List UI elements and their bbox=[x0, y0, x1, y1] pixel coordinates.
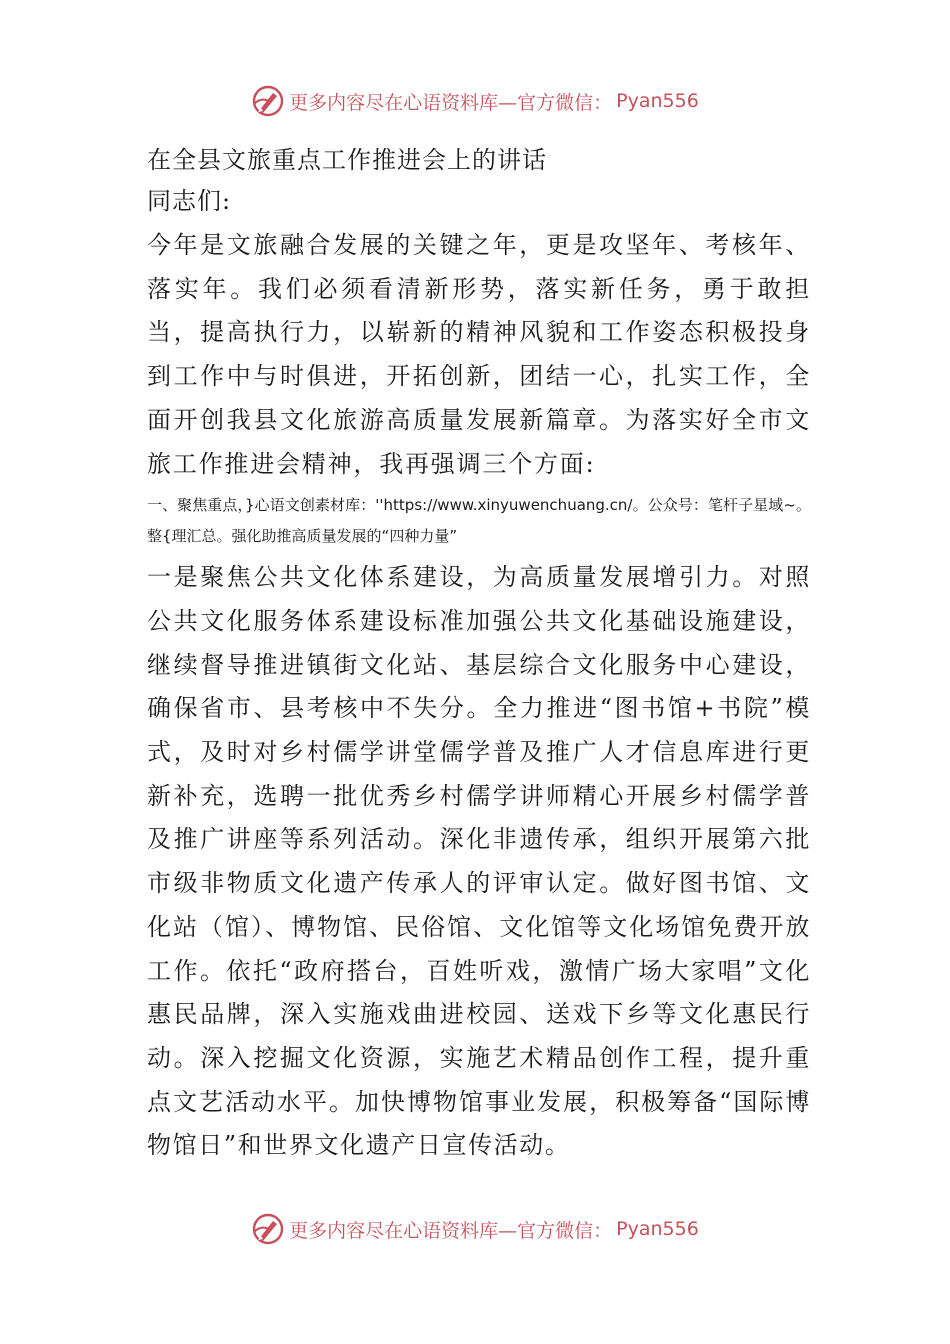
intro-paragraph: 今年是文旅融合发展的关键之年，更是攻坚年、考核年、落实年。我们必须看清新形势，落实新任务，勇于敢担当，提高执行力，以崭新的精神风貌和工作姿态积极投身到工作中与时俱进，开拓创新，团结一心，扎实工作，全面开创我县文化旅游高质量发展新篇章。为落实好全市文旅工作推进会精神，我再强调三个方面: bbox=[147, 231, 811, 478]
pen-nib-icon bbox=[251, 84, 285, 118]
banner-brand-text: 更多内容尽在心语资料库—官方微信： bbox=[289, 1219, 613, 1242]
pen-nib-icon bbox=[251, 1212, 285, 1246]
banner-wechat-handle: Pyan556 bbox=[616, 90, 699, 112]
banner-brand-text: 更多内容尽在心语资料库—官方微信： bbox=[289, 91, 613, 114]
banner-wechat-handle: Pyan556 bbox=[616, 1218, 699, 1240]
greeting: 同志们: bbox=[147, 187, 232, 215]
document-title: 在全县文旅重点工作推进会上的讲话 bbox=[147, 146, 547, 174]
document-body bbox=[147, 142, 811, 1168]
body-paragraph: 一是聚焦公共文化体系建设，为高质量发展增引力。对照公共文化服务体系建设标准加强公共文化基础设施建设，继续督导推进镇街文化站、基层综合文化服务中心建设，确保省市、县考核中不失分。全力推进“图书馆+书院”模式，及时对乡村儒学讲堂儒学普及推广人才信息库进行更新补充，选聘一批优秀乡村儒学讲师精心开展乡村儒学普及推广讲座等系列活动。深化非遗传承，组织开展第六批市级非物质文化遗产传承人的评审认定。做好图书馆、文化站（馆）、博物馆、民俗馆、文化馆等文化场馆免费开放工作。依托“政府搭台，百姓听戏，激情广场大家唱”文化惠民品牌，深入实施戏曲进校园、送戏下乡等文化惠民行动。深入挖掘文化资源，实施艺术精品创作工程，提升重点文艺活动水平。加快博物馆事业发展，积极筹备“国际博物馆日”和世界文化遗产日宣传活动。 bbox=[147, 563, 811, 1160]
footer-banner bbox=[0, 1212, 950, 1246]
header-banner bbox=[0, 84, 950, 118]
section-heading: 一、聚焦重点，}心语文创素材库：''https://www.xinyuwenchuang.cn/。公众号：笔杆子星域~。整{理汇总。强化助推高质量发展的“四种力量” bbox=[147, 496, 811, 546]
